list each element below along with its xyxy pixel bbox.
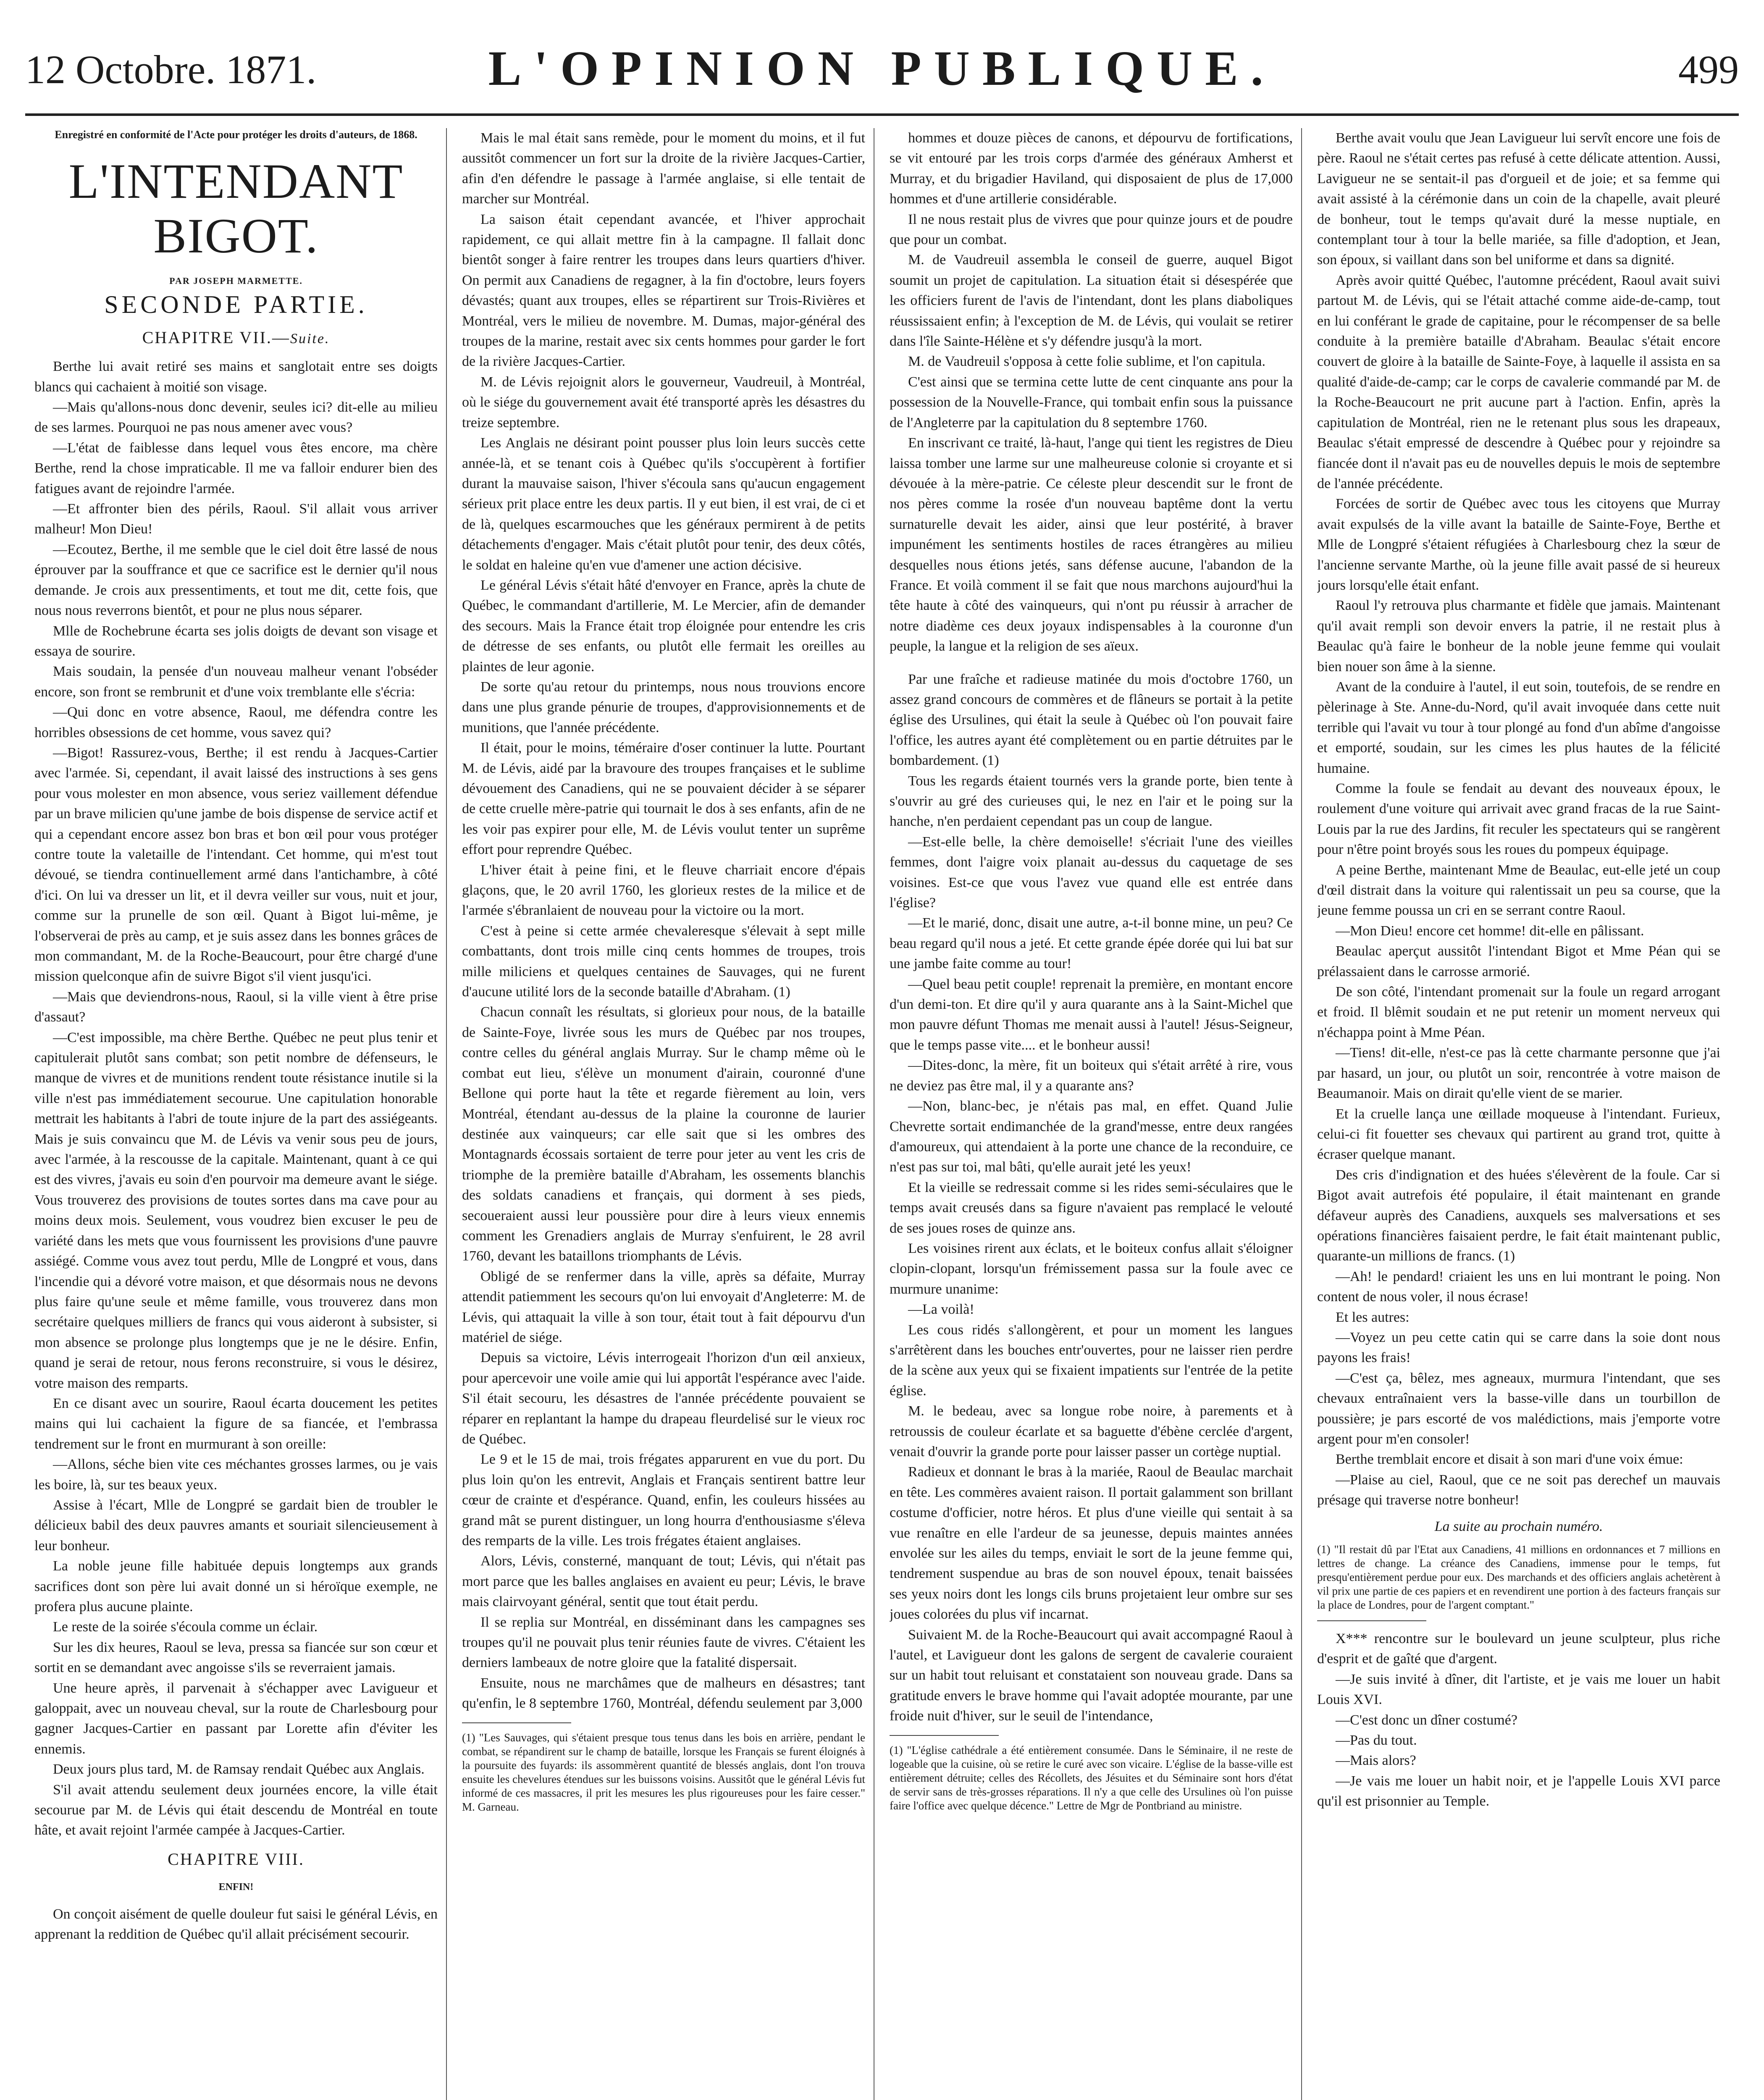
chapter-suite: Suite. xyxy=(290,331,330,346)
chapter-heading xyxy=(34,328,438,349)
paragraph: S'il avait attendu seulement deux journées encore, la ville était secourue par M. de Lévis qui était descendu de Montréal en toute hâte, et avait rejoint l'armée campée à Jacques-Cartier. xyxy=(34,1782,438,1838)
paragraph: Les voisines rirent aux éclats, et le boiteux confus allait s'éloigner clopin-clopant, lorsqu'un frémissement passa sur la foule avec ce murmure unanime: xyxy=(890,1240,1293,1297)
paragraph: Tous les regards étaient tournés vers la grande porte, bien tente à s'ouvrir au gré des curieuses qui, le nez en l'air et le poing sur la hanche, n'en perdaient cependant pas un coup de langue. xyxy=(890,773,1293,830)
chapter-8-heading: CHAPITRE VIII. xyxy=(168,1849,304,1869)
paragraph: Le reste de la soirée s'écoula comme un éclair. xyxy=(53,1619,318,1635)
paragraph: Avant de la conduire à l'autel, il eut soin, toutefois, de se rendre en pèlerinage à Ste. Anne-du-Nord, qu'il avait invoquée dans cette nuit terrible qui l'avait vu tour à tour plongé au fond d'un abîme d'angoisse et emporté, soudain, sur les cimes les plus hautes de la félicité humaine. xyxy=(1317,679,1720,776)
paragraph: Chacun connaît les résultats, si glorieux pour nous, de la bataille de Sainte-Foye, livrée sous les murs de Québec par nos troupes, contre celles du général anglais Murray. Sur le champ même où le combat eut lieu, s'élève un monument d'airain, couronné d'une Bellone qui porte haut la tête et regarde fièrement au loin, vers Montréal, étendant au-dessus de la plaine la couronne de laurier destinée aux vainqueurs; car elle sait que si les ombres des Montagnards écossais sortaient de terre pour jeter au vent les cris de triomphe de la première bataille d'Abraham, les ossements blanchis des soldats canadiens et français, qui dorment à ses pieds, secoueraient aussi leur poussière pour dire à leurs vieux ennemis comment les Grenadiers anglais de Murray s'enfuirent, le 28 avril 1760, devant les bataillons triomphants de Lévis. xyxy=(462,1004,865,1264)
paragraph: Assise à l'écart, Mlle de Longpré se gardait bien de troubler le délicieux babil des deux pauvres amants et souriait silencieusement à leur bonheur. xyxy=(34,1497,438,1554)
paragraph: Radieux et donnant le bras à la mariée, Raoul de Beaulac marchait en tête. Les commères avaient raison. Il portait galamment son brillant costume d'officier, notre héros. Et plus d'une vieille qui sentait à sa vue renaître en elle l'ardeur de sa jeunesse, depuis maintes années envolée sur les ailes du temps, enviait le sort de la jeune femme qui, tendrement suspendue au bras de son nouvel époux, tenait baissées ses yeux noirs dont les longs cils bruns projetaient leur ombre sur ses joues colorées du plus vif incarnat. xyxy=(890,1464,1293,1622)
story-title: L'INTENDANT BIGOT. xyxy=(68,154,404,263)
paragraph: M. de Vaudreuil s'opposa à cette folie sublime, et l'on capitula. xyxy=(908,354,1266,370)
paragraph: Mais le mal était sans remède, pour le moment du moins, et il fut aussitôt commencer un fort sur la droite de la rivière Jacques-Cartier, afin d'en défendre le passage à l'armée anglaise, si elle tentait de marcher sur Montréal. xyxy=(462,130,865,207)
footnote-divider xyxy=(462,1722,571,1723)
column-1-body xyxy=(34,357,438,1841)
paragraph: —Mais qu'allons-nous donc devenir, seules ici? dit-elle au milieu de ses larmes. Pourquoi ne pas nous amener avec vous? xyxy=(34,399,438,436)
paragraph: Beaulac aperçut aussitôt l'intendant Bigot et Mme Péan qui se prélassaient dans le carrosse armorié. xyxy=(1317,943,1720,979)
paragraph: Deux jours plus tard, M. de Ramsay rendait Québec aux Anglais. xyxy=(53,1761,425,1777)
footnote: (1) "L'église cathédrale a été entièrement consumée. Dans le Séminaire, il ne reste de logeable que la cuisine, où se retire le curé avec son vicaire. L'église de la basse-ville est entièrement détruite; celles des Récollets, des Jésuites et du Séminaire sont hors d'état de servir sans de très-grosses réparations. Il n'y a que celle des Ursulines où l'on puisse faire l'office avec quelque décence." Lettre de Mgr de Pontbriand au ministre. xyxy=(890,1743,1293,1812)
paragraph: —Plaise au ciel, Raoul, que ce ne soit pas derechef un mauvais présage qui traverse notre bonheur! xyxy=(1317,1472,1720,1508)
paragraph: —C'est impossible, ma chère Berthe. Québec ne peut plus tenir et capitulerait plutôt sans combat; son petit nombre de défenseurs, le manque de vivres et de munitions rendent toute résistance inutile si la ville n'est pas immédiatement secourue. Une capitulation honorable mettrait les habitants à l'abri de toute injure de la part des assiégeants. Mais je suis convaincu que M. de Lévis va venir sous peu de jours, avec l'armée, à la rescousse de la capitale. Maintenant, quant à ce qui est des vivres, j'avais eu soin d'en pourvoir ma demeure avant le siége. Vous trouverez des provisions de toutes sortes dans ma cave pour au moins deux mois. Seulement, vous voudrez bien excuser le peu de variété dans les mets que vous fournissent les provisions d'une pauvre assiégé. Comme vous avez tout perdu, Mlle de Longpré et vous, dans l'incendie qui a dévoré votre maison, et que désormais nous ne devons plus faire qu'une seule et même famille, vous trouverez dans mon secrétaire quelques milliers de francs qui vous aideront à subsister, si mon absence se prolonge plus longtemps que je ne le désire. Enfin, quand je serai de retour, nous ferons reconstruire, si vous le désirez, votre maison des remparts. xyxy=(34,1029,438,1391)
paragraph: —C'est donc un dîner costumé? xyxy=(1336,1712,1517,1728)
paragraph: —Qui donc en votre absence, Raoul, me défendra contre les horribles obsessions de cet homme, vous savez qui? xyxy=(34,704,438,740)
paragraph: Suivaient M. de la Roche-Beaucourt qui avait accompagné Raoul à l'autel, et Lavigueur dont les galons de sergent de cavalerie couraient sur un habit tout reluisant et constataient son nouveau grade. Dans sa gratitude envers le brave homme qui l'avait adoptée mourante, par une froide nuit d'hiver, sur le seuil de l'intendance, xyxy=(890,1627,1293,1724)
byline: PAR JOSEPH MARMETTE. xyxy=(169,276,303,286)
paragraph: Par une fraîche et radieuse matinée du mois d'octobre 1760, un assez grand concours de commères et de flâneurs se portait à la petite église des Ursulines, qui était la seule à Québec où l'on pouvait faire l'office, les autres ayant été complètement ou en partie détruites par le bombardement. (1) xyxy=(890,671,1293,769)
paragraph: Et les autres: xyxy=(1336,1309,1410,1325)
paragraph: Il se replia sur Montréal, en disséminant dans les campagnes ses troupes qu'il ne pouvait plus tenir réunies faute de vivres. C'étaient les derniers lambeaux de notre gloire que la fatalité dispersait. xyxy=(462,1614,865,1671)
paragraph: —Mais que deviendrons-nous, Raoul, si la ville vient à être prise d'assaut? xyxy=(34,989,438,1025)
paragraph: —La voilà! xyxy=(908,1302,974,1318)
paragraph: De son côté, l'intendant promenait sur la foule un regard arrogant et froid. Il blêmit soudain et ne put retenir un moment nerveux qui n'échappa point à Mme Péan. xyxy=(1317,984,1720,1040)
paragraph: M. de Vaudreuil assembla le conseil de guerre, auquel Bigot soumit un projet de capitulation. La situation était si désespérée que les officiers furent de l'avis de l'intendant, dont les plans diaboliques réussissaient enfin; à l'exception de M. de Lévis, qui voulait se retirer dans l'île Sainte-Hélène et s'y défendre jusqu'à la mort. xyxy=(890,252,1293,349)
footnote: (1) "Les Sauvages, qui s'étaient presque tous tenus dans les bois en arrière, pendant le combat, se répandirent sur le champ de bataille, lorsque les Français se furent éloignés à la poursuite des fuyards: ils assommèrent quantité de blessés anglais, dont l'on trouva ensuite les chevelures étendues sur les buissons voisins. Aussitôt que le général Lévis fut informé de ces massacres, il prit les mesures les plus rigoureuses pour les faire cesser." M. Garneau. xyxy=(462,1731,865,1813)
chapter-label: CHAPITRE VII.— xyxy=(142,328,290,347)
paragraph: —Pas du tout. xyxy=(1336,1732,1417,1748)
footnote-divider xyxy=(890,1735,999,1736)
paragraph: Le général Lévis s'était hâté d'envoyer en France, après la chute de Québec, le commandant d'artillerie, M. Le Mercier, afin de demander des secours. Mais la France était trop éloignée pour entendre les cris de détresse de ses enfants, ou plutôt elle fermait les oreilles au plaintes de leur agonie. xyxy=(462,577,865,675)
paragraph: —Mais alors? xyxy=(1336,1753,1416,1769)
column-1 xyxy=(34,128,438,2100)
paragraph: Et la vieille se redressait comme si les rides semi-séculaires que le temps avait creusés dans sa figure n'avaient pas remplacé le velouté de ses joues roses de quinze ans. xyxy=(890,1179,1293,1236)
paragraph: Mais soudain, la pensée d'un nouveau malheur venant l'obséder encore, son front se rembrunit et d'une voix tremblante elle s'écria: xyxy=(34,664,438,700)
paragraph: Il ne nous restait plus de vivres que pour quinze jours et de poudre que pour un combat. xyxy=(890,211,1293,248)
paragraph: —Non, blanc-bec, je n'étais pas mal, en effet. Quand Julie Chevrette sortait endimanchée de la grand'messe, entre deux rangées d'amoureux, qui attendaient à la porte une chance de la reconduire, ce n'est pas sur toi, mal bâti, qu'elle aurait jeté les yeux! xyxy=(890,1098,1293,1175)
paragraph: —Est-elle belle, la chère demoiselle! s'écriait l'une des vieilles femmes, dont l'aigre voix planait au-dessus du caquetage de ses voisines. Est-ce que vous l'avez vue quand elle est entrée dans l'église? xyxy=(890,834,1293,911)
page-number: 499 xyxy=(1678,47,1739,92)
section-divider xyxy=(1317,1620,1426,1621)
paragraph: M. le bedeau, avec sa longue robe noire, à parements et à retroussis de couleur écarlate et sa baguette d'ébène cerclée d'argent, venait d'ouvrir la grande porte pour laisser passer un cortège nuptial. xyxy=(890,1403,1293,1460)
paragraph: Des cris d'indignation et des huées s'élevèrent de la foule. Car si Bigot avait autrefois été populaire, il était maintenant en grande défaveur auprès des Canadiens, auxquels ses malversations et ses opérations financières faisaient perdre, le fait était maintenant public, quarante-un millions de francs. (1) xyxy=(1317,1167,1720,1264)
paragraph: Ensuite, nous ne marchâmes que de malheurs en désastres; tant qu'enfin, le 8 septembre 1760, Montréal, défendu seulement par 3,000 xyxy=(462,1675,865,1712)
column-2 xyxy=(462,128,865,2100)
paragraph: —Voyez un peu cette catin qui se carre dans la soie dont nous payons les frais! xyxy=(1317,1329,1720,1366)
paragraph: Et la cruelle lança une œillade moqueuse à l'intendant. Furieux, celui-ci fit fouetter ses chevaux qui partirent au grand trot, quitte à écraser quelque manant. xyxy=(1317,1106,1720,1163)
paragraph: Une heure après, il parvenait à s'échapper avec Lavigueur et galoppait, avec un nouveau cheval, sur la route de Charlesbourg pour gagner Jacques-Cartier en passant par Lorette afin d'éviter les ennemis. xyxy=(34,1680,438,1757)
paragraph: On conçoit aisément de quelle douleur fut saisi le général Lévis, en apprenant la reddition de Québec qu'il allait précisément secourir. xyxy=(34,1906,438,1942)
paragraph: Comme la foule se fendait au devant des nouveaux époux, le roulement d'une voiture qui arrivait avec grand fracas de la rue Saint-Louis par la rue des Jardins, fit reculer les spectateurs qui se rangèrent pour n'être point broyés sous les roues du pompeux équipage. xyxy=(1317,781,1720,858)
paragraph: hommes et douze pièces de canons, et dépourvu de fortifications, se vit entouré par les trois corps d'armée des généraux Amherst et Murray, et du brigadier Haviland, qui disposaient de plus de 17,000 hommes et d'une artillerie considérable. xyxy=(890,130,1293,207)
paragraph: —Et affronter bien des périls, Raoul. S'il allait vous arriver malheur! Mon Dieu! xyxy=(34,501,438,537)
continued-notice: La suite au prochain numéro. xyxy=(1434,1518,1603,1534)
paragraph: Mlle de Rochebrune écarta ses jolis doigts de devant son visage et essaya de sourire. xyxy=(34,623,438,659)
paragraph: —Ecoutez, Berthe, il me semble que le ciel doit être lassé de nous éprouver par la souffrance et que ce sacrifice est le dernier qu'il nous demande. Je crois aux pressentiments, et tout me dit, cette fois, que nous nous reverrons bientôt, et pour ne plus nous séparer. xyxy=(34,541,438,619)
section-break xyxy=(890,657,1293,669)
paragraph: C'est ainsi que se termina cette lutte de cent cinquante ans pour la possession de la Nouvelle-France, qui tombait enfin sous la puissance de l'Angleterre par la capitulation du 8 septembre 1760. xyxy=(890,374,1293,430)
issue-date: 12 Octobre. 1871. xyxy=(25,47,317,92)
paragraph: Forcées de sortir de Québec avec tous les citoyens que Murray avait expulsés de la ville avant la bataille de Sainte-Foye, Berthe et Mlle de Longpré s'étaient réfugiées à Charlesbourg chez la sœur de l'ancienne servante Marthe, où la jeune fille avait passé de si heureux jours lorsqu'elle était enfant. xyxy=(1317,496,1720,593)
paragraph: Berthe avait voulu que Jean Lavigueur lui servît encore une fois de père. Raoul ne s'était certes pas refusé à cette délicate attention. Aussi, Lavigueur ne se sentait-il pas d'orgueil et de joie; et sa femme qui avait assisté à la cérémonie dans un coin de la chapelle, avait pleuré de bonheur, tout le temps qu'avait duré la messe nuptiale, en contemplant tour à tour la belle mariée, sa fille d'adoption, et Jean, son époux, si vaillant dans son bel uniforme et dans sa dignité. xyxy=(1317,130,1720,268)
column-rule xyxy=(1301,128,1302,2100)
paragraph: X*** rencontre sur le boulevard un jeune sculpteur, plus riche d'esprit et de gaîté que d'argent. xyxy=(1317,1631,1720,1667)
paragraph: —Je suis invité à dîner, dit l'artiste, et je vais me louer un habit Louis XVI. xyxy=(1317,1671,1720,1708)
part-heading: SECONDE PARTIE. xyxy=(104,291,368,319)
paragraph: —L'état de faiblesse dans lequel vous êtes encore, ma chère Berthe, rend la chose impraticable. Il me va falloir endurer bien des fatigues avant de rejoindre l'armée. xyxy=(34,440,438,496)
paragraph: L'hiver était à peine fini, et le fleuve charriait encore d'épais glaçons, que, le 20 avril 1760, les glorieux restes de la milice et de l'armée s'ébranlaient de nouveau pour la victoire ou la mort. xyxy=(462,862,865,919)
paragraph: Depuis sa victoire, Lévis interrogeait l'horizon d'un œil anxieux, pour apercevoir une voile amie qui lui apportât l'espérance avec l'aide. S'il était secouru, les désastres de l'année précédente pouvaient se réparer en replantant la hampe du drapeau fleurdelisé sur le vieux roc de Québec. xyxy=(462,1350,865,1447)
paragraph: Après avoir quitté Québec, l'automne précédent, Raoul avait suivi partout M. de Lévis, qui se l'était attaché comme aide-de-camp, tout en lui conférant le grade de capitaine, pour le récompenser de sa belle conduite à la première bataille d'Abraham. Beaulac s'était encore couvert de gloire à la bataille de Sainte-Foye, à laquelle il assista en sa qualité d'aide-de-camp; car le corps de cavalerie commandé par M. de la Roche-Beaucourt ne prit aucune part à l'action. Enfin, après la capitulation de Montréal, rien ne le retenant plus sous les drapeaux, Beaulac s'était empressé de descendre à Québec pour y rejoindre sa fiancée dont il n'avait pas eu de nouvelles depuis le mois de septembre de l'année précédente. xyxy=(1317,272,1720,491)
copyright-notice: Enregistré en conformité de l'Acte pour protéger les droits d'auteurs, de 1868. xyxy=(55,129,417,141)
chapter-8-subtitle: ENFIN! xyxy=(218,1882,254,1893)
paragraph: Les Anglais ne désirant point pousser plus loin leurs succès cette année-là, et se tenant cois à Québec qu'ils s'occupèrent à fortifier durant la mauvaise saison, l'hiver s'écoula sans qu'aucun engagement sérieux prit place entre les deux partis. Il y eut bien, il est vrai, de ci et de là, quelques escarmouches que les généraux permirent à de petits détachements d'engager. Mais c'était plutôt pour tenir, des deux côtés, le soldat en haleine qu'en vue d'amener une action décisive. xyxy=(462,435,865,573)
paragraph: —Mon Dieu! encore cet homme! dit-elle en pâlissant. xyxy=(1336,923,1644,939)
paragraph: A peine Berthe, maintenant Mme de Beaulac, eut-elle jeté un coup d'œil distrait dans la voiture qui ralentissait un peu sa course, que la jeune femme poussa un cri en se serrant contre Raoul. xyxy=(1317,862,1720,919)
paragraph: Berthe tremblait encore et disait à son mari d'une voix émue: xyxy=(1336,1452,1683,1467)
paragraph: Berthe lui avait retiré ses mains et sanglotait entre ses doigts blancs qui cachaient à moitié son visage. xyxy=(34,359,438,395)
column-3 xyxy=(890,128,1293,2100)
paragraph: Il était, pour le moins, téméraire d'oser continuer la lutte. Pourtant M. de Lévis, aidé par la bravoure des troupes françaises et le sublime dévouement des Canadiens, qui ne se pouvaient décider à se séparer de cette cruelle mère-patrie qui tournait le dos à ses enfants, afin de ne les voir pas expirer pour elle, M. de Lévis voulut tenter un suprême effort pour reprendre Québec. xyxy=(462,740,865,858)
paragraph: Raoul l'y retrouva plus charmante et fidèle que jamais. Maintenant qu'il avait rempli son devoir envers la patrie, il ne restait plus à Beaulac qu'à faire le bonheur de la noble jeune femme qui voulait bien nouer son âme à la sienne. xyxy=(1317,598,1720,675)
paragraph: —Et le marié, donc, disait une autre, a-t-il bonne mine, un peu? Ce beau regard qu'il nous a jeté. Et cette grande épée dorée qui lui bat sur une jambe faite comme au tour! xyxy=(890,915,1293,972)
paragraph: —Bigot! Rassurez-vous, Berthe; il est rendu à Jacques-Cartier avec l'armée. Si, cependant, il avait laissé des instructions à ses gens pour vous molester en mon absence, vous seriez vaillement défendue par un brave milicien qu'une jambe de bois dispense de service actif et qui a cependant encore assez bon bras et bon œil pour vous protéger contre toute la valetaille de l'intendant. Cet homme, qui m'est tout dévoué, se tiendra continuellement armé dans l'antichambre, à côté d'ici. On lui va dresser un lit, et il devra veiller sur vous, nuit et jour, comme sur la prunelle de son œil. Quant à Bigot lui-même, je l'observerai de près au camp, et je suis assez dans les bonnes grâces de mon commandant, M. de la Roche-Beaucourt, pour être chargé d'une mission quelconque afin de suivre Bigot s'il vient jusqu'ici. xyxy=(34,745,438,984)
paragraph: —Ah! le pendard! criaient les uns en lui montrant le poing. Non content de nous voler, il nous écrase! xyxy=(1317,1268,1720,1305)
column-rule xyxy=(446,128,447,2100)
paragraph: Le 9 et le 15 de mai, trois frégates apparurent en vue du port. Du plus loin qu'on les entrevit, Anglais et Français sentirent battre leur cœur de crainte et d'espérance. Quand, enfin, les couleurs hissées au grand mât se purent distinguer, un long hourra d'enthousiasme s'éleva des remparts de la ville. Les trois frégates étaient anglaises. xyxy=(462,1452,865,1549)
paragraph: —C'est ça, bêlez, mes agneaux, murmura l'intendant, que ses chevaux entraînaient vers la basse-ville dans un tourbillon de poussière; je pars escorté de vos malédictions, mais j'emporte votre argent pour m'en consoler! xyxy=(1317,1370,1720,1447)
column-4 xyxy=(1317,128,1720,2100)
paragraph: Alors, Lévis, consterné, manquant de tout; Lévis, qui n'était pas mort parce que les balles anglaises en avaient eu peur; Lévis, le brave mais clairvoyant général, sentit que tout était perdu. xyxy=(462,1553,865,1610)
paragraph: —Allons, séche bien vite ces méchantes grosses larmes, ou je vais les boire, là, sur tes beaux yeux. xyxy=(34,1457,438,1493)
paragraph: Sur les dix heures, Raoul se leva, pressa sa fiancée sur son cœur et sortit en se demandant avec angoisse s'ils se reverraient jamais. xyxy=(34,1639,438,1676)
footnote: (1) "Il restait dû par l'Etat aux Canadiens, 41 millions en ordonnances et 7 millions en lettres de change. La créance des Canadiens, immense pour le temps, fut presqu'entièrement perdue pour eux. Des marchands et des officiers anglais achetèrent à vil prix une partie de ces papiers et en revendirent une portion à des facteurs français sur la place de Londres, pour de l'argent comptant." xyxy=(1317,1543,1720,1612)
paragraph: —Je vais me louer un habit noir, et je l'appelle Louis XVI parce qu'il est prisonnier au Temple. xyxy=(1317,1773,1720,1809)
paragraph: En inscrivant ce traité, là-haut, l'ange qui tient les registres de Dieu laissa tomber une larme sur une malheureuse colonie si croyante et si dévouée à la mère-patrie. Ce céleste pleur descendit sur le front de nos pères comme la rosée d'un nouveau baptême dont la vertu surnaturelle devait les aider, ainsi que leur postérité, à braver impunément les sentiments hostiles de races étrangères au milieu desquelles nous étions jetés, sans défense aucune, l'abandon de la France. Et voilà comment il se fait que nous marchons aujourd'hui la tête haute à côté des vainqueurs, qui n'ont pu réussir à arracher de notre diadème ces deux joyaux indispensables à la couronne d'un peuple, la langue et la religion de ses aïeux. xyxy=(890,435,1293,654)
masthead: L'OPINION PUBLIQUE. xyxy=(488,41,1276,96)
paragraph: De sorte qu'au retour du printemps, nous nous trouvions encore dans une plus grande pénurie de troupes, d'approvisionnements et de munitions, que l'année précédente. xyxy=(462,679,865,735)
page-header xyxy=(25,17,1739,116)
paragraph: —Tiens! dit-elle, n'est-ce pas là cette charmante personne que j'ai par hasard, un jour, ou plutôt un soir, rencontrée à votre maison de Beaumanoir. Mais on dirait qu'elle vient de se marier. xyxy=(1317,1045,1720,1102)
paragraph: —Dites-donc, la mère, fit un boiteux qui s'était arrêté à rire, vous ne deviez pas être mal, il y a quarante ans? xyxy=(890,1058,1293,1094)
paragraph: C'est à peine si cette armée chevaleresque s'élevait à sept mille combattants, dont trois mille cinq cents hommes de troupes, trois mille miliciens et quelques centaines de Sauvages, qui ne furent d'aucune utilité lors de la seconde bataille d'Abraham. (1) xyxy=(462,923,865,1000)
paragraph: Les cous ridés s'allongèrent, et pour un moment les langues s'arrêtèrent dans les bouches entr'ouvertes, pour ne laisser rien perdre de la scène aux yeux qui se fixaient impatients sur l'entrée de la petite église. xyxy=(890,1322,1293,1399)
paragraph: —Quel beau petit couple! reprenait la première, en montant encore d'un demi-ton. Et dire qu'il y aura quarante ans à la Saint-Michel que mon pauvre défunt Thomas me menait aussi à l'autel! Jésus-Seigneur, que le temps passe vite.... et le bonheur aussi! xyxy=(890,976,1293,1053)
paragraph: La noble jeune fille habituée depuis longtemps aux grands sacrifices dont son père lui avait donné un si héroïque exemple, ne profera plus aucune plainte. xyxy=(34,1558,438,1614)
paragraph: M. de Lévis rejoignit alors le gouverneur, Vaudreuil, à Montréal, où le siége du gouvernement avait été transporté après les désastres du treize septembre. xyxy=(462,374,865,430)
paragraph: En ce disant avec un sourire, Raoul écarta doucement les petites mains qui lui cachaient la figure de sa fiancée, et l'embrassa tendrement sur le front en murmurant à son oreille: xyxy=(34,1395,438,1452)
paragraph: Obligé de se renfermer dans la ville, après sa défaite, Murray attendit patiemment les secours qu'on lui envoyait d'Angleterre: M. de Lévis, qui attaquait la ville à son tour, était tout à fait dépourvu d'un matériel de siége. xyxy=(462,1268,865,1345)
paragraph: La saison était cependant avancée, et l'hiver approchait rapidement, ce qui allait mettre fin à la campagne. Il fallait donc bientôt songer à faire rentrer les troupes dans leurs quartiers d'hiver. On permit aux Canadiens de regagner, à la fin d'octobre, leurs foyers dévastés; quant aux troupes, elles se répartirent sur Trois-Rivières et Montréal, vers le milieu de novembre. M. Dumas, major-général des troupes de la marine, restait avec six cents hommes pour garder le fort de la rivière Jacques-Cartier. xyxy=(462,211,865,370)
